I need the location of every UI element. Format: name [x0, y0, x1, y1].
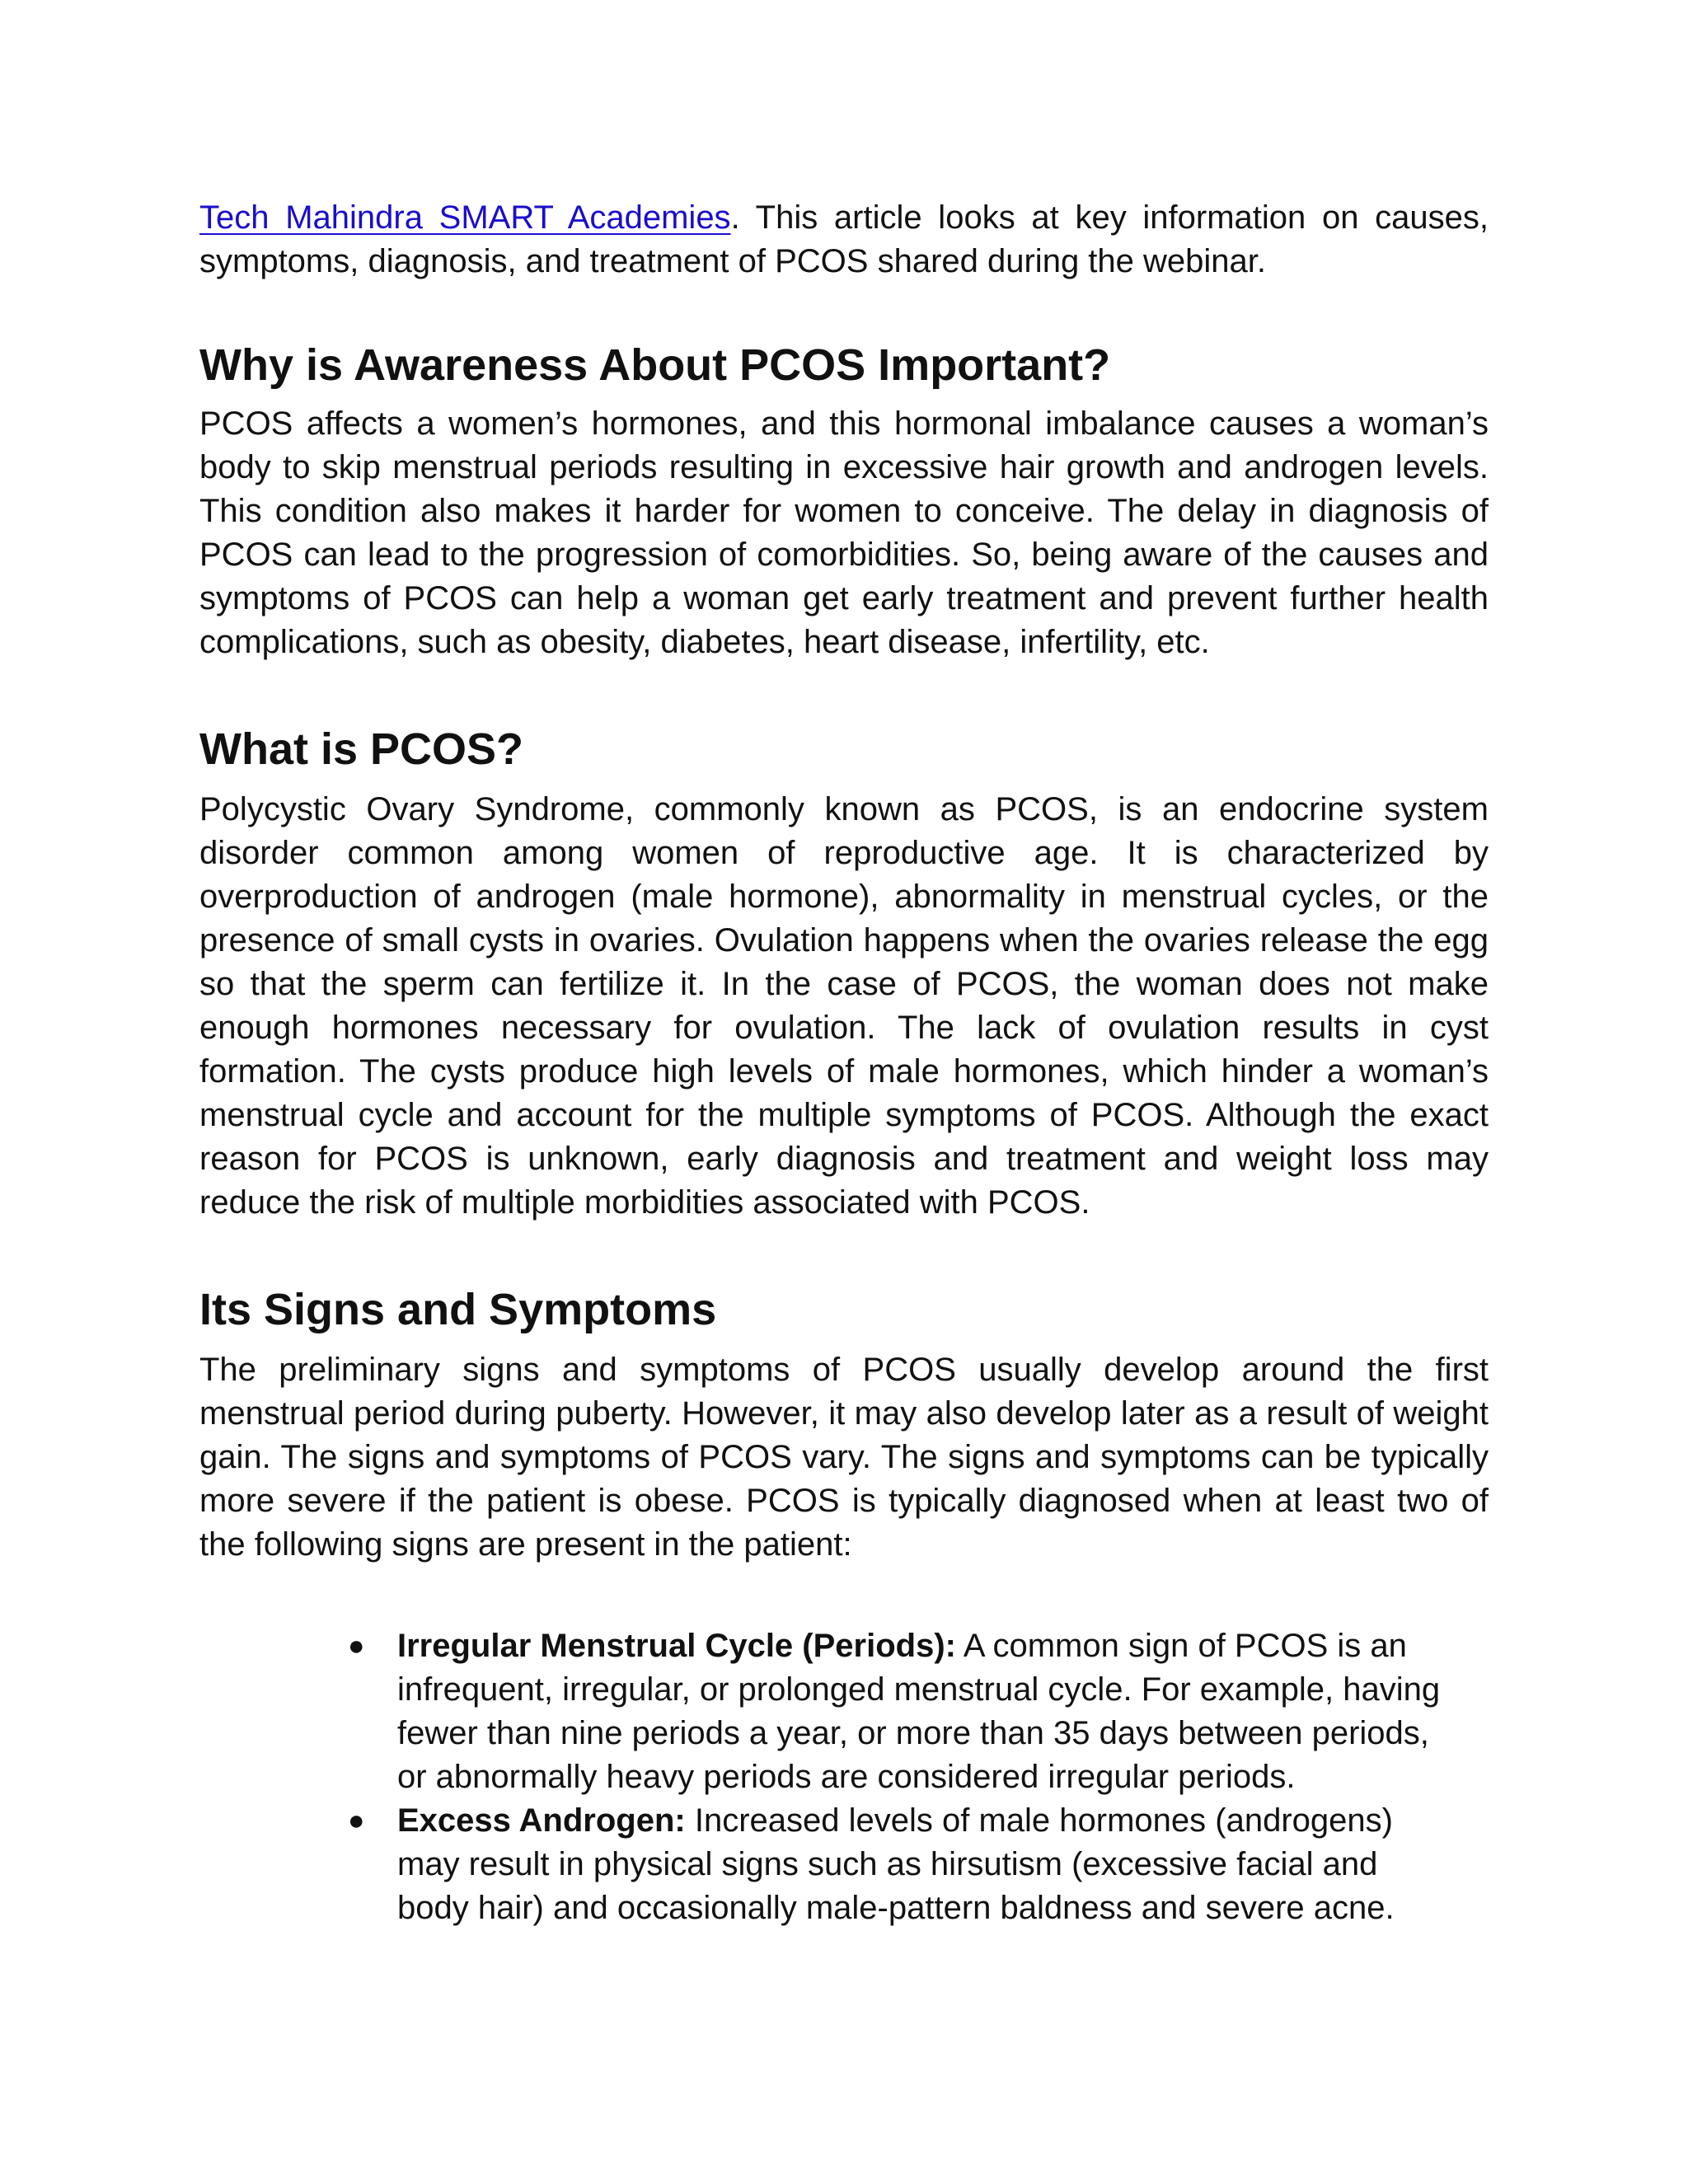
signs-symptoms-heading: Its Signs and Symptoms	[199, 1285, 717, 1334]
intro-paragraph	[199, 196, 1489, 284]
intro-text: . This article looks at key information on causes, symptoms, diagnosis, and treatment of PCOS shared during the webinar.	[199, 199, 1489, 279]
list-item	[348, 1799, 1489, 1930]
list-item	[348, 1624, 1489, 1799]
awareness-paragraph: PCOS affects a women’s hormones, and this hormonal imbalance causes a woman’s body to skip menstrual periods resulting in excessive hair growth and androgen levels. This condition also makes it harder for women to conceive. The delay in diagnosis of PCOS can lead to the progression of comorbidities. So, being aware of the causes and symptoms of PCOS can help a woman get early treatment and prevent further health complications, such as obesity, diabetes, heart disease, infertility, etc.	[199, 405, 1489, 660]
list-item-title: Excess Androgen:	[397, 1802, 686, 1839]
bullet-icon: ●	[348, 1630, 365, 1661]
list-item-text: A common sign of PCOS is an infrequent, irregular, or prolonged menstrual cycle. For example, having fewer than nine periods a year, or more than 35 days between periods, or abnormally heavy periods are considered irregular periods.	[397, 1628, 1441, 1795]
bullet-icon: ●	[348, 1805, 365, 1836]
list-item-title: Irregular Menstrual Cycle (Periods):	[397, 1628, 956, 1664]
document-page	[199, 196, 1489, 1930]
what-is-pcos-heading: What is PCOS?	[199, 724, 524, 774]
signs-list	[348, 1624, 1489, 1930]
list-item-text: Increased levels of male hormones (androgens) may result in physical signs such as hirsutism (excessive facial and body hair) and occasionally male-pattern baldness and severe acne.	[397, 1802, 1395, 1926]
tech-mahindra-link[interactable]: Tech Mahindra SMART Academies	[199, 199, 731, 236]
awareness-heading: Why is Awareness About PCOS Important?	[199, 340, 1111, 390]
what-is-pcos-paragraph: Polycystic Ovary Syndrome, commonly known as PCOS, is an endocrine system disorder common among women of reproductive age. It is characterized by overproduction of androgen (male hormone), abnormality in menstrual cycles, or the presence of small cysts in ovaries. Ovulation happens when the ovaries release the egg so that the sperm can fertilize it. In the case of PCOS, the woman does not make enough hormones necessary for ovulation. The lack of ovulation results in cyst formation. The cysts produce high levels of male hormones, which hinder a woman’s menstrual cycle and account for the multiple symptoms of PCOS. Although the exact reason for PCOS is unknown, early diagnosis and treatment and weight loss may reduce the risk of multiple morbidities associated with PCOS.	[199, 791, 1489, 1221]
signs-symptoms-paragraph: The preliminary signs and symptoms of PCOS usually develop around the first menstrual period during puberty. However, it may also develop later as a result of weight gain. The signs and symptoms of PCOS vary. The signs and symptoms can be typically more severe if the patient is obese. PCOS is typically diagnosed when at least two of the following signs are present in the patient:	[199, 1352, 1489, 1563]
